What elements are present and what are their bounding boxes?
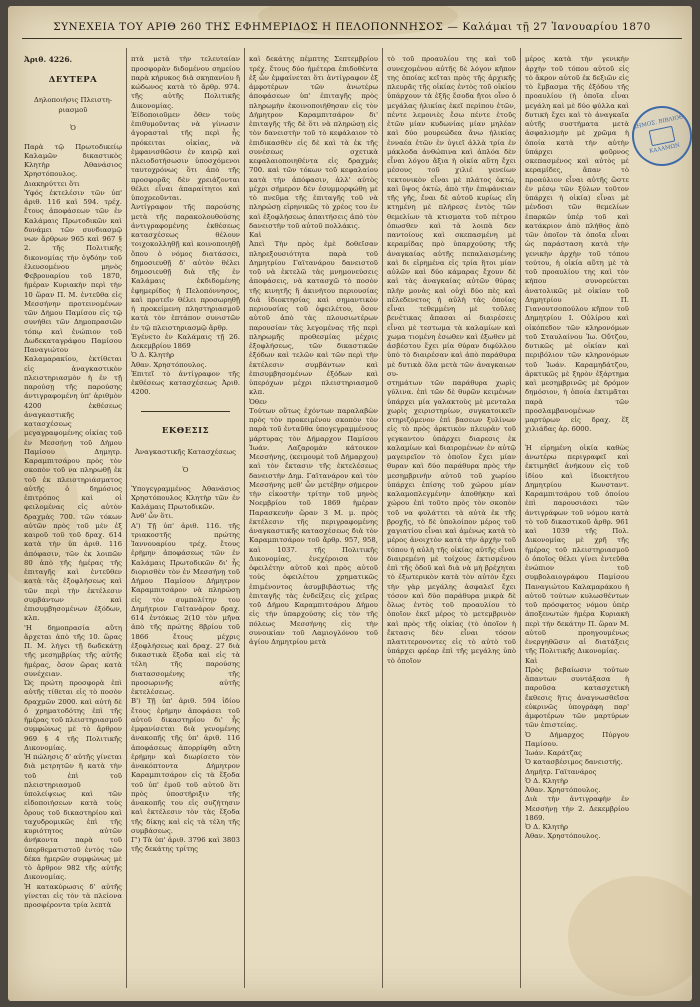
newspaper-page <box>8 6 692 1001</box>
masthead-date: Καλάμαι τῇ 27 Ἰανουαρίου 1870 <box>462 21 651 33</box>
ekthesis-title: ΕΚΘΕΣΙΣ <box>161 426 210 436</box>
notice-subtitle: Δηλοποιήσις Πλειστη- ριασμοῦ <box>33 96 113 114</box>
masthead-title: ΣΥΝΕΧΕΙΑ ΤΟΥ ΑΡΙΘ 260 ΤΗΣ ΕΦΗΜΕΡΙΔΟΣ Η ΠΕΛΟΠΟΝΝΗΣΟΣ <box>53 21 444 33</box>
column-3-text: καὶ δεκάτης πέμπτης Σεπτεμβρίου τρέχ. ἔτους δύο ἡμέτερα ἐπιδοθέντα ἐξ ὧν ἐμφαίνεται ὅτι ἀντίγραφον ἐξ ἀμφοτέρων τῶν ἀνωτέρω ἀποφάσεων ὑπ' ἐπιταγῆς πρὸς πληρωμὴν ἐκοινοποιήθησαν εἰς τὸν Δήμητρον Καραμπιτσάρον δι' ἐπιταγῆς τῆς δὲ ὅτι νὰ πληρώσῃ εἰς τὸν δανειστὴν τοῦ τὸ κεφάλαιον τὸ ἐπιδικασθὲν εἰς δὲ καὶ τὰ ἐκ τῆς συνέσεως σχετικὰ κεφαλαιοποιηθέντα εἰς δραχμὰς 700. καὶ τῶν τόκων τοῦ κεφαλαίου κατὰ τὴν ἀπόφασιν, ἀλλ' αὐτὸς μέχρι σήμερον δὲν ἐσυμμορφώθη μὲ τὸ πνεῦμα τῆς ἐπιταγῆς τοῦ νὰ πληρώσῃ εἰρηνικῶς τὸ χρέος του ἐν καὶ ἐξοφλήσεως ἀπαιτήσεις ἀπὸ τὸν δανειστὴν τοῦ αὐτοῦ πολλάκις. Καὶ Ἀπεὶ Τὴν πρὸς ἐμὲ δοθεῖσαν πληρεξουσιότητα παρὰ τοῦ Δημητρίου Γαϊτανάρου δανειστοῦ τοῦ νὰ ἐκτελῶ τὰς μνημονεύσεις ἀποφάσεις, νὰ κατασχῶ τὸ ποσὸν τῆς κινητῆς ἢ ἀκινήτου περιουσίας διὰ ἰδιοκτησίας καὶ σημαντικὸν περιουσίας τοῦ ὀφειλέτου, ὅσον αὐτοῦ ἀπὸ τὰς πλουσιωτέρων παρουσίαν τὰς λεγομένας τῆς περὶ πληρωμῆς προθεσμίας μέχρις ἐξοφλήσεως, τῶν δικαστικῶν ἐξόδων καὶ τελῶν καὶ τῶν περὶ τὴν ἐκτέλεσιν συμβάντων καὶ ἐπισυμβησομένων ἐξόδων καὶ ὑπερόχων μέχρι πλειστηριασμοῦ κλπ. Ὁθεν Τούτων οὕτως ἐχόντων παραλαβὼν πρὸς τὸν προκειμένου σκοπὸν τὸν παρὰ τοῦ ἐνταῦθα ὑπογεγραμμένους μάρτυρας τὸν Δήμαρχον Παμίσου Ἰωάν. Λαζαρομάν κάτοικον Μεσσήνης, (κειμουμὲ τοῦ Δήμαρχου) καὶ τὸν ἔκτασιν τῆς ἐκτελέσεως δανειστὴν Δημ. Γαϊτανάρον καὶ τὸν Μεσσήνης μεθ' ὧν μετέβην σήμερον τὴν εἰκοστὴν τρίτην τοῦ μηνὸς Νοεμβρίου τοῦ 1869 ἡμέραν Παρασκευὴν ὥραν 3 Μ. μ. πρὸς ἐκτέλεσιν τῆς περιγραφομένης ἀναγκαστικῆς κατασχέσεως διὰ τὸν Καραμπιτσάρον τοῦ ἄρθρ. 957, 958, καὶ 1037. τῆς Πολιτικῆς Δικονομίας, ἐνεχέροισα τὸν ὀφειλέτην αὐτοῦ καὶ πρὸς αὐτοῦ τοὺς ὀφειλέτου χρηματικῶς ἐπιμένοντος ἀσυμβιβάστως τῆς ἐπιταγῆς τὰς ἐνδείξεις εἰς χεῖρας τοῦ Δήμου Καραμπιτσάρου Δήμου εἰς τὴν ὑπαρχούσης εἰς τὸν τῆς πόλεως Μεσσήνης εἰς τὴν συνοικίαν τοῦ Λαμιογλόνου τοῦ ἁγίου Δημητρίου μετὰ <box>249 55 378 646</box>
column-rule <box>126 48 127 988</box>
masthead-dash: — <box>447 21 459 33</box>
ekthesis-o: Ὁ <box>182 466 189 474</box>
notice-o: Ὁ <box>70 124 76 132</box>
stamp-line-1: ΔΗΜΟΣ. ΒΙΒΛΙΟΘ. <box>632 113 686 131</box>
column-rule <box>382 48 383 988</box>
column-4 <box>387 46 516 991</box>
column-5-text: μέρος κατὰ τὴν γενικὴν ἀρχὴν τοῦ τόπου αὐτοῦ εἰς τὸ ἄκρον αὐτοῦ ἐκ δεξιῶν εἰς τὸ ἔμβασμα τῆς ἐξόδου τῆς προαυλίου (ἡ ὁποῖα εἶναι μεγάλη καὶ μὲ δύο φύλλα καὶ δυτικὴ ἔχει καὶ τὸ ἀναγκαῖα αὐτῆς συστήματα μετὰ ἀσφαλισμὴν μὲ χρῶμα ἡ ὁποία κατὰ τὴν αὐτὴν ὑπάρχει φοῦρνος σκεπασμένος καὶ αὐτὸς μὲ κεραμίδες, ἅπαν τὸ προαύλιον εἶναι αὐτῆς ὥστε ἐν μέσῳ τῶν ξύλων τοῦτον ὑπάρχει ἡ οἰκία) εἶναι μὲ μένδοσι τῶν θεμελίων ἐπαρκῶν ὑπέρ τοῦ καὶ κατάκριον ἀπὸ πλήθος ἀπὸ τῶν ὁποῖον τὰ ὁποῖα εἶναι ὡς παράσταση κατὰ τὴν γενικὴν ἀρχὴν τοῦ τόπου τούτου, ἡ οἰκία αὕτη μὲ τὰ τοῦ προαυλίου της καὶ τὸν κήπου συνορεύεται ἀνατολικῶς μὲ οἰκίαν τοῦ Δημητρίου Π. Γιανουτσοπούλου κῆπον τοῦ Δημητρίου Ι. Οὐλίρου καὶ οἰκόπεδον τῶν κληρονόμων τοῦ Σταυλαίνου Ἰω. Οὔτζου, δυτικῶς μὲ οἰκίαν καὶ περιβόλιον τῶν κληρονόμων τοῦ Ἰωάν. Καραμηδάτζου, ἀρκτικῶς μὲ ξηρὸν ἐξάρτημα καὶ μεσημβρινῶς μὲ δρόμον δημόσιον, ἡ ὁποία ἐκτιμᾶται παρὰ τῶν προσλαμβανομένων μαρτύρων εἰς δραχ. ἕξ χιλιάδας ἀρ. 6000. <box>525 55 629 434</box>
library-stamp <box>626 100 692 171</box>
notice-continued: πτὰ μετὰ τὴν τελευταίαν προσφορὰν διδομένου σημείου παρὰ κήρυκος διὰ σκηπανίου ἢ κώδωνος κατὰ τὸ ἄρθρ. 974. τῆς αὐτῆς Πολιτικῆς Δικονομίας. Ἐίδοποιοῦμεν ὅθεν τοὺς ἐπιθυμοῦντας νὰ γίνωσιν ἀγορασταὶ τῆς περὶ ἧς πρόκειται οἰκίας, νὰ ἐμφανισθῶσιν ἐν καιρῷ καὶ πλειοδοτήσωσιν ὑποσχόμενοι ταυτοχρόνως ὅτι ἀπὸ τῆς προσφορᾶς δὲν χρειάζονται θέλει εἶναι ἀπαραίτητοι καὶ ὑποχρεοῦνται. Ἀντίγραφον τῆς παρούσης μετὰ τῆς παρακολουθούσης ἀντιγραφομένης ἐκθέσεως κατασχέσεως θέλουν τοιχοκολληθῇ καὶ κοινοποιηθῇ ὅπου ὁ νόμος διατάσσει, δημοσιευθῇ δ' αὐτὸν θέλει δημοσιευθῇ διὰ τῆς ἐν Καλάμαις ἐκδιδομένης ἐφημερίδος ἡ Πελοπόννησος, καὶ προτεῖν θέλει προσωρηθῇ ἡ προκείμενη πληστηριασμοῦ κατὰ τὸν ἑπτάπον συνιστῶν ἐν τῷ πλειστηριασμῷ ἄρθρ. Ἐγένετο ἐν Καλάμαις τῇ 26. Δεκεμβρίου 1869 Ὁ Δ. Κλητὴρ Ἀθαν. Χρηστόπουλος. Ἐπιτεῖ τὸ ἀντίγραφον τῆς ἐκθέσεως κατασχέσεως Ἀριθ. 4200. <box>131 55 240 397</box>
notice-body: Παρὰ τῷ Πρωτοδικείῳ Καλαμῶν δικαστικὸς Κλητὴρ Ἀθανάσιος Χρηστόπουλος. Διακηρύττει ὅτι Ὑφός ἐκτελέσιν τῶν ὑπ' ἀριθ. 116 καὶ 594. τρέχ. ἔτους ἀποφάσεων τῶν ἐν Καλάμαις Πρωτοδικῶν καὶ δυνάμει τῶν συνδιασμῷ νων ἄρθρων 965 καὶ 967 § 2. τῆς Πολιτικῆς δικονομίας τὴν ὀγδόην τοῦ ἐλευσομένου μηνὸς Φεβρουαρίου τοῦ 1870, ἡμέραν Κυριακὴν περὶ τὴν 10 ὥραν Π. Μ. ἐντεῦθα εἰς Μεσσήνην προτεινομένων τῶν Δήμου Παμίσου εἰς τῷ συνήθει τῶν Δημοπρασιῶν τόπῳ καὶ ἐνώπιον τοῦ Δωδεκαταγράφου Παμίσου Παναγιώτου Καλαμαρακίου, ἐκτίθεται εἰς ἀναγκαστικὸν πλειστηριασμὸν ἡ ἐν τῇ παρούσῃ τῆς παρούσης ἀντιγραφομένη ὑπ' ἀριθμὸν 4200 ἐκθέσεως ἀναγκαστικῆς κατασχέσεως μεγαγραφομένης οἰκίας τοῦ ἐν Μεσσήνῃ τοῦ Δήμου Παμίσου Δημητρ. Καραμπιτσάρου πρὸς τὸν σκοπὸν τοῦ να πληρωθῇ ἐκ τοῦ ἐκ πλειστηριάσματος αὐτῆς ὁ δημόσιος ἐπιτρόπος καὶ οἱ φειλομένας εἰς αὐτὸν δραχμὰς 700. τῶν τόκων αὐτῶν πρὸς τοῦ μὲν ἐξ καιροῦ τοῦ τοῦ δραχ. 614 κατὰ τὴν ὑπ ἀριθ. 116 ἀπόφασιν, τῶν ἐκ λοιπῶν 80 ἀπὸ τῆς ἡμέρας τῆς ἐπιταγῆς καὶ ἐντεῦθεν κατὰ τὰς ἐξοφλήσεως καὶ τῶν περὶ τὴν ἐκτέλεσιν συμβάντων καὶ ἐπισυμβησομένων ἐξόδων, κλπ. 'Η δημοπρασία αὕτη ἄρχεται ἀπὸ τῆς 10. ὥρας Π. Μ. λήγει τῇ δωδεκάτῃ τῆς μεσημβρίας τῆς αὐτῆς ἡμέρας, ὅσον ὥρας κατὰ συνέχειαν. Ὡς πρώτη προσφορὰ ἐπὶ αὐτῆς τίθεται εἰς τὸ ποσὸν δραχμῶν 2000. καὶ αὐτὴ δὲ ὁ χρηματοδότης ἐπὶ τῆς ἡμέρας τοῦ πλειστηριασμοῦ συμφώνως μὲ τὸ ἄρθρον 969 § 4 τῆς Πολιτικῆς Δικονομίας. Ἡ πώλησις δ' αὐτῆς γίνεται διὰ μετρητῶν ἢ κατὰ τὴν τοῦ ἐπὶ τοῦ πλειστηριασμοῦ ὑπολείψεως καὶ τῶν εἰδοποιήσεων κατὰ τοὺς ὅρους τοῦ δικαστηρίου καὶ ταχυδρομικῶς ἐπὶ τῆς κυριότητος αὐτῶν ἀνήκοντα παρὰ τοῦ ὑπερθεματιστοῦ ἐντὸς τῶν δέκα ἡμερῶν συμφώνως μὲ τὸ ἄρθρον 982 τῆς αὐτῆς Δικονομίας. Ἡ κατακύρωσις δ' αὐτῆς γίνεται εἰς τὸν τὰ πλείονα προσφέροντα τρία λεπτὰ <box>24 142 122 909</box>
section-divider <box>141 411 230 412</box>
masthead-line <box>22 16 682 39</box>
ekthesis-body: Ὑπογεγραμμένος Ἀθανάσιος Χρηστόπουλος Κλητὴρ τῶν ἐν Καλάμαις Πρωτοδικῶν. Ἀνθ' ὧν ὅτι. Α') Τῇ ὑπ' ἀριθ. 116. τῆς τριακοστῆς πρώτης Ἰαννουαρίου τρέχ. ἔτους ἐρήμην ἀποφάσεως τῶν ἐν Καλάμαις Πρωτοδικῶν δι' ἧς διορισθὲν τὸν ἐν Μεσσήνῃ τοῦ Δήμου Παμίσου Δήμητρον Καραμπιτσάρον νὰ πληρώσῃ εἰς τὸν συμπολίτην του Δημήτριον Γαϊτανάρον δραχ. 614 ἐντόκως 2(10 τὸν μῆνα ἀπὸ τῆς πρώτης 8βρίου τοῦ 1866 ἔτους μέχρις ἐξοφλήσεως καὶ δραχ. 27 διὰ δικαστικὰ ἔξοδα καὶ εἰς τὰ τέλη τῆς παρούσης διατασσομένης τῆς προσωρινῆς αὐτῆς ἐκτελέσεως. Β') Τῇ ὑπ' ἀριθ. 594 ἰδίου ἔτους ἐρήμην ἀποφάσει τοῦ αὐτοῦ δικαστηρίου δι' ἧς ἐμφανίσεται διὰ γενομένης ἀνακοπῆς τῆς ὑπ' ἀριθ. 116 ἀποφάσεως ἀπορρίφθη αὕτη ἐρήμην καὶ διωρίσετο τὸν ἀνακόπτοντα Δήμητρον Καραμπιτσάρον εἰς τὰ ἔξοδα τοῦ ὑπ' ἐμοῦ τοῦ αὐτοῦ ὅτι πρὸς ὑποστήριξιν τῆς ἀνακοπῆς του εἰς συζήτησιν καὶ ἐκτέλεσιν τὸν τὰς ἔξοδα τῆς δίκης καὶ εἰς τὰ τέλη τῆς συμβάσεως. Γ') Τὰ ὑπ' ἀριθ. 3796 καὶ 3803 τῆς δεκάτης τρίτης <box>131 484 240 854</box>
notice-title: ΔΕΥΤΕΡΑ <box>48 74 98 85</box>
column-4-text: τὸ τοῦ προαυλίου της καὶ τοῦ συνεχομένου αὐτῆς δὲ λόγον κῆπον της ὁποίας κεῖται πρὸς τῆς ἀρχικῆς πλευρᾶς τῆς οἰκίας ἐντὸς τοῦ οἰκίου ὑπάρχουν τὰ ἐξῆς ἔσοδα ἤτοι οἶνο ὁ μεγάλας ἡλικίας ἐκεῖ περίπου ἐτῶν, πέντε λεμονιὲς ἔσω πέντε ἐτοῦς ἐτῶν μίαν κυδωνίας μίαν μηλέαν καὶ δύο μουρεώδεα ἄνω ἡλικίας ἐνναέα ἐτῶν ἐν ὑγιεῖ ἀλλὰ τρία ἐν μάκλοδα ἀνθώπινα καὶ ἀπλόα δὲν εἶναι λόγου ἄξια ἡ οἰκία αὕτη ἔχει μέσους τοῦ χιλιέ γενείων τεκτονικὸν εἶναι μὲ πλάτος ὀκτὼ, καὶ ὕψος ὀκτὼ, ἀπὸ τὴν ἐπιφάνειαν τῆς γῆς, ἔναι δὲ αὐτοῦ κυρίως εἴη κτημένη μὲ πλήρεσς ἐντὸς τῶν θεμελίων τὰ κτισματα τοῦ πέτρου ὀπωσθεν καὶ τὰ λοιπὰ δεν παντοίους καὶ σκεπασμένη μὲ κεραμίδας πρὸ ὑπαρχούσης τῆς ἀναγκαίας αὐτῆς πεπαλαισμένης καὶ δι εἰρημένα εἰς τρία ἥτοι μίαν αὐλῶν καὶ δύο κάμαρας ἔχουν δὲ καὶ τὰς ἀναγκαίας αὐτῶν θύρας πλὴν μονὰς καὶ οὐχὶ δύο πὲς καὶ πέλεδενετος ἡ αὐλὴ τὰς ὁποίας εἶναι τεθεμμένη μὲ τοῦλες βενέτικας ἅπασαι αἱ διαιρέσεις εἶναι μὲ τεστωμα τὰ καλαμίων καὶ χωμα τιομένη ἐσωθεν καὶ ἐξωθεν μὲ ἀσβέστου ἔχει μία θύραν διφύλλου ὑπὸ τὸ διαιρέσαν καὶ ἀπὸ παράθυρα μὲ δυτικὰ ὅλα μετὰ τῶν ἀναγκαιων συ- στημάτων τῶν παράθυρα χωρὶς γύλινα. ἐπὶ τῶν δὲ θυρῶν κειμένων ὑπάρχει μία γαλακτοὺς μὲ μενταλα χωρὶς χειριστηρίων, συγκατοικεῖν στηριζόμενον ἐπὶ βασεων ξυλίνων εἰς τὸ πρὸς ἀρκτικὸν πλευρὰν τοῦ γεγκαντου ὑπάρχει διαρεσις ἐκ καλαμίων καὶ διαιρομένων ἐν αὐτῷ μαγειρεῖον τὸ ὁποῖον ἔχει μίαν θυραν καὶ δύο παράθυρα πρὸς τὴν μεσημβρινὴν αὐτοῦ τοῦ χωρίου ὑπάρχει ἐπίσης τοῦ χώρου μίαν καλαμοπλεγμένην ἀποθήκην καὶ χώρου ἐπὶ τοῦτο πρὸς τὸν σκοπὸν τοῦ να φυλάττει τὰ αὐτὰ ἐκ τῆς βροχῆς, τὸ δὲ ὑπολοίπον μέρος τοῦ χαγιατίου εἶναι καὶ ἀμένως κατὰ τὸ μέρος ἀνοιχτὸν κατὰ τὴν ἀρχὴν τοῦ τόπου ἡ αὐλὴ τῆς οἰκίας αὐτῆς εἶναι διαιρεμένη μὲ τοίχους ἐκτισμένου ἐπὶ τῆς ὁδοῦ καὶ διὰ νὰ μὴ βρέχηται τὸ ἐξωτερικὸν κατὰ τὸν αὐτὸν ἔχει τὴν γὰρ μεγάλης ἀσφαλεῖ ἔχει τόσον καὶ δύο παράθυρα μικρὰ δὲ ὅλως ἐντὸς τοῦ προαυλίου τὸ ὁποῖον ἐκεῖ μέρος τὸ μετεμβρινὸν καὶ πρὸς τῆς οἰκίας (τὸ ὁποῖον ἡ ἔκτασις δὲν εἶναι τόσον πλατιτερονοντες εἰς τὸ αὐτὸ τοῦ ὑπάρχει φρέαρ ἐπὶ τῆς μεγάλης ὑπὸ τὸ ὁποῖον <box>387 55 516 665</box>
column-5 <box>525 46 629 991</box>
column-1 <box>24 46 122 991</box>
column-3 <box>249 46 378 991</box>
column-rule <box>244 48 245 988</box>
column-5-signatures: Ἡ εἰρημένη οἰκία καθὼς ἀνωτέρω περιγραφεῖ καὶ ἐκτιμηθεῖ ἀνήκουν εἰς τοῦ ἰδίου καὶ ἰδιοκτήτου Δημητρίου Κωνσταντ. Καραμπιτσάρου τοῦ ὁποίου ἐπὶ παρουσιάσει τῶν ἀντιγράφων τοῦ νόμου κατὰ τὸ τοῦ δικαστικοῦ ἄρθρ. 961 καὶ 1039 τῆς Πολ. Δικονομίας μὲ χρῆ τῆς ἡμέρας τοῦ πλειστηριασμοῦ ὁ ὁποῖος θέλει γίνει ἐντεῦθα ἐνώπιον τοῦ συμβολαιογράφου Παμίσου Παναγιώτου Καλαμαράκου ἡ αὐτοῦ τούτων κυλωσθέντων τοῦ πρόσφατος νόμου ὑπὲρ ἀποξενωτών ἡμέρα Κυριακὴ περὶ τὴν δεκάτην Π. ὥραν Μ. αὐτοῦ προηγουμένως ἐνεργηθῶσιν αἱ διατάξεις τῆς Πολιτικῆς Δικονομίας. Καὶ Πρὸς βεβαίωσιν τούτων ἅπαντων συντάξασα ἡ παροῦσα κατασχετικὴ ἔκθεσις ἥτις ἀναγνωσθεῖσα εὐκρινῶς ὑπογράφη παρ' ἀμφοτέρων τῶν μαρτύρων τῶν ἐπιστείας. Ὁ Δήμαρχος Πύργου Παμίσου. Ἰωάν. Καράτζας Ὁ κατασβέσιμος δανειστής. Δημήτρ. Γαϊτανάρος Ὁ Δ. Κλητὴρ Ἀθαν. Χρηστόπουλος. Διὰ τὴν ἀντιγραφὴν ἐν Μεσσήνῃ τὴν 2. Δεκεμβρίου 1869. Ὁ Δ. Κλητὴρ Ἀθαν. Χρηστόπουλος. <box>525 443 629 841</box>
column-2 <box>131 46 240 991</box>
notice-number: Ἀριθ. 4226. <box>24 55 73 65</box>
stamp-line-2: ΚΑΛΑΜΩΝ <box>648 142 681 155</box>
ekthesis-subtitle: Ἀναγκαστικῆς Κατασχέσεως <box>134 447 237 456</box>
column-rule <box>520 48 521 988</box>
